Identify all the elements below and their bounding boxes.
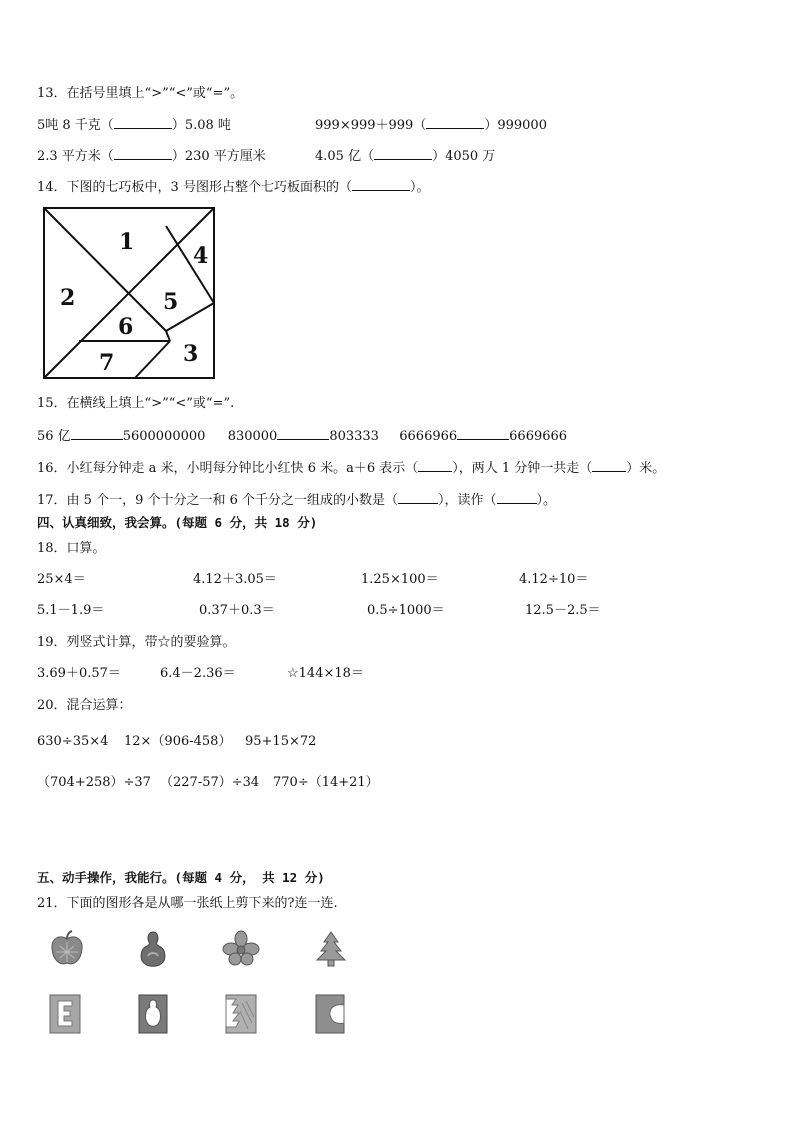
q15-a-right: 5600000000 <box>122 429 206 444</box>
q13-r1a-right-text: ）5.08 吨 <box>171 118 231 133</box>
tangram-label-1: 1 <box>119 229 135 255</box>
q13-r2a-left-text: 2.3 平方米（ <box>37 149 114 164</box>
q18-item: 12.5－2.5＝ <box>525 603 601 618</box>
answer-blank[interactable] <box>114 147 172 160</box>
q16-part1: 16．小红每分钟走 a 米，小明每分钟比小红快 6 米。a＋6 表示（ <box>37 461 419 476</box>
q17-part1: 17．由 5 个一，9 个十分之一和 6 个千分之一组成的小数是（ <box>37 493 399 508</box>
q15-b-right: 803333 <box>329 429 379 444</box>
q13-r2b-left-text: 4.05 亿（ <box>315 149 375 164</box>
q20-item: 95+15×72 <box>245 734 317 749</box>
answer-blank[interactable] <box>352 178 410 191</box>
q15-c-right: 6669666 <box>509 429 568 444</box>
q21-title: 21．下面的图形各是从哪一张纸上剪下来的?连一连. <box>37 896 338 911</box>
q13-r1a-left-text: 5吨 8 千克（ <box>37 118 114 133</box>
gourd-icon[interactable] <box>137 930 169 968</box>
q13-r2b-right-text: ）4050 万 <box>432 149 496 164</box>
q18-item: 0.37＋0.3＝ <box>199 603 275 618</box>
q17-text <box>37 491 556 509</box>
paper-gourd-cut-icon[interactable] <box>137 993 169 1035</box>
tangram-line-7 <box>135 341 170 378</box>
q18-item: 0.5÷1000＝ <box>367 603 445 618</box>
tangram-label-4: 4 <box>193 243 209 269</box>
q13-row2-left <box>37 147 266 165</box>
answer-blank[interactable] <box>418 459 452 472</box>
q13-row1-right <box>315 116 547 134</box>
answer-blank[interactable] <box>277 427 329 440</box>
tangram-label-3: 3 <box>183 341 199 367</box>
section5-title: 五、动手操作，我能行。(每题 4 分， 共 12 分) <box>37 870 325 885</box>
paper-apple-cut-icon[interactable] <box>314 993 346 1035</box>
q19-item: 6.4－2.36＝ <box>160 666 236 681</box>
q19-item: 3.69＋0.57＝ <box>37 666 121 681</box>
q15-b-left: 830000 <box>227 429 278 444</box>
tangram-line-diagonal <box>44 208 166 331</box>
answer-blank[interactable] <box>497 491 537 504</box>
q14-title <box>37 178 429 196</box>
answer-blank[interactable] <box>426 116 484 129</box>
q18-title: 18．口算。 <box>37 541 106 556</box>
q20-item: 630÷35×4 <box>37 734 109 749</box>
q13-row1-left <box>37 116 231 134</box>
answer-blank[interactable] <box>592 459 626 472</box>
answer-blank[interactable] <box>114 116 172 129</box>
apple-icon[interactable] <box>48 930 86 968</box>
q13-r1b-right-text: ）999000 <box>484 118 547 133</box>
q16-part2: ），两人 1 分钟一共走（ <box>452 461 593 476</box>
section4-title: 四、认真细致，我会算。(每题 6 分，共 18 分) <box>37 515 318 530</box>
q17-part3: ）。 <box>536 493 557 508</box>
answer-blank[interactable] <box>374 147 432 160</box>
q20-item: 12×（906-458） <box>124 734 232 749</box>
q13-row2-right <box>315 147 495 165</box>
q17-part2: ），读作（ <box>438 493 497 508</box>
answer-blank[interactable] <box>398 491 438 504</box>
q18-item: 1.25×100＝ <box>361 572 439 587</box>
q13-r1b-left-text: 999×999＋999（ <box>315 118 427 133</box>
tangram-label-6: 6 <box>118 314 134 340</box>
paper-e-cut-icon[interactable] <box>48 993 82 1035</box>
q20-item: （704+258）÷37 <box>37 775 151 790</box>
q16-text <box>37 459 665 477</box>
q20-item: 770÷（14+21） <box>273 775 379 790</box>
q18-item: 4.12÷10＝ <box>519 572 589 587</box>
tree-icon[interactable] <box>314 930 348 968</box>
answer-blank[interactable] <box>71 427 123 440</box>
paper-tree-cut-icon[interactable] <box>224 993 258 1035</box>
answer-blank[interactable] <box>457 427 509 440</box>
tangram-label-7: 7 <box>99 350 115 376</box>
q15-row <box>37 427 567 445</box>
tangram-line-join <box>166 331 170 341</box>
q19-item: ☆144×18＝ <box>287 666 364 681</box>
q19-title: 19．列竖式计算，带☆的要验算。 <box>37 635 236 650</box>
q18-item: 25×4＝ <box>37 572 86 587</box>
q13-title: 13．在括号里填上“>”“<”或“=”。 <box>37 86 244 101</box>
q18-item: 5.1－1.9＝ <box>37 603 105 618</box>
q18-item: 4.12＋3.05＝ <box>193 572 277 587</box>
tangram-label-5: 5 <box>163 289 179 315</box>
q13-r2a-right-text: ）230 平方厘米 <box>171 149 266 164</box>
q14-title-left: 14．下图的七巧板中，3 号图形占整个七巧板面积的（ <box>37 180 352 195</box>
q16-part3: ）米。 <box>626 461 666 476</box>
q15-c-left: 6666966 <box>399 429 458 444</box>
tangram-label-2: 2 <box>60 285 76 311</box>
tangram-diagram <box>42 206 218 382</box>
q15-title: 15．在横线上填上“>”“<”或“=”. <box>37 396 235 411</box>
q15-a-left: 56 亿 <box>37 429 71 444</box>
flower-icon[interactable] <box>222 930 260 966</box>
q20-title: 20．混合运算： <box>37 698 132 713</box>
q20-item: （227-57）÷34 <box>160 775 260 790</box>
q14-title-right: ）。 <box>409 180 430 195</box>
